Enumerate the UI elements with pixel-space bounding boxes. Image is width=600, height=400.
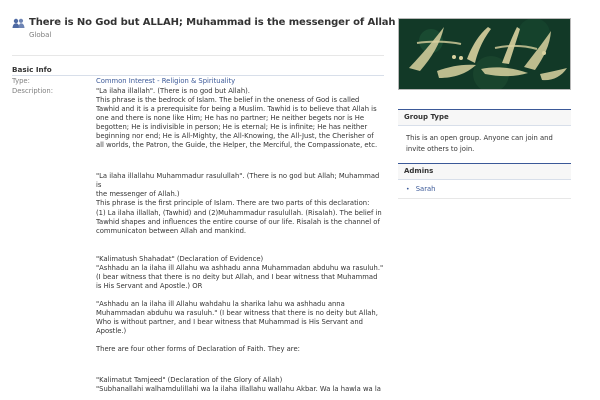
description-paragraph: "Kalimatush Shahadat" (Declaration of Evidence) "Ashhadu an la ilaha ill Allahu wa ashhadu anna Muhammadan abduhu wa rasuluh." (I bear witness that there is no deity but Allah, and I bear witness that Muhammad is His Servant and Apostle.) OR [96, 254, 384, 290]
description-paragraph: "Ashhadu an la ilaha ill Allahu wahdahu la sharika lahu wa ashhadu anna Muhammadan abduhu wa rasuluh." (I bear witness that there is no deity but Allah, Who is without partner, and I bear witness that Muhammad is His Servant and Apostle.) [96, 299, 378, 335]
description-paragraph: "La ilaha illallahu Muhammadur rasulullah". (There is no god but Allah; Muhammad is the messenger of Allah.) This phrase is the first principle of Islam. There are two parts of this declaration: (1) La ilaha illallah, (Tawhid) and (2)Muhammadur rasulullah. (Risalah). The belief in Tawhid shapes and influences the entire course of our life. Risalah is the channel of communicaton between Allah and mankind. [96, 172, 382, 235]
group-banner [398, 18, 571, 90]
admin-list-item [406, 185, 435, 193]
paragraph-spacer [96, 336, 386, 345]
header-divider [12, 55, 384, 56]
description-paragraph: "Kalimatut Tamjeed" (Declaration of the Glory of Allah) "Subhanallahi walhamdulillahi wa la ilaha illallahu wallahu Akbar. Wa la hawla wa la [96, 376, 381, 394]
group-type-title: Group Type [398, 110, 571, 126]
basic-info-divider [12, 75, 384, 76]
paragraph-spacer [96, 150, 386, 172]
description-paragraph: There are four other forms of Declaration of Faith. They are: [96, 345, 300, 354]
group-type-link[interactable]: Common Interest - Religion & Spirituality [96, 77, 236, 85]
page-title: There is No God but ALLAH; Muhammad is the messenger of Allah [29, 17, 396, 28]
type-label: Type: [12, 77, 30, 85]
description-paragraph: "La ilaha illallah". (There is no god but Allah). This phrase is the bedrock of Islam. The belief in the oneness of God is called Tawhid and it is a prerequisite for being a Muslim. Tawhid is to believe that Allah is one and there is none like Him; He has no partner; He neither begets nor is He begotten; He is indivisible in person; He is eternal; He is infinite; He has neither beginning nor end; He is All-Mighty, the All-Knowing, the All-Just, the Cherisher of all worlds, the Patron, the Guide, the Helper, the Merciful, the Compassionate, etc. [96, 87, 378, 150]
admin-name-link[interactable]: Sarah [415, 185, 436, 193]
basic-info-heading: Basic Info [12, 65, 52, 74]
bullet-icon: • [406, 186, 410, 193]
paragraph-spacer [96, 291, 386, 300]
admins-box [398, 163, 571, 199]
description-label: Description: [12, 87, 54, 95]
group-icon [12, 18, 25, 28]
admins-title: Admins [398, 164, 571, 180]
calligraphy-banner-image [399, 19, 571, 90]
group-type-box [398, 109, 571, 162]
group-header [12, 17, 396, 47]
network-label: Global [29, 31, 52, 39]
group-type-description: This is an open group. Anyone can join and invite others to join. [406, 134, 553, 153]
description-content [96, 87, 386, 400]
paragraph-spacer [96, 236, 386, 255]
paragraph-spacer [96, 354, 386, 376]
